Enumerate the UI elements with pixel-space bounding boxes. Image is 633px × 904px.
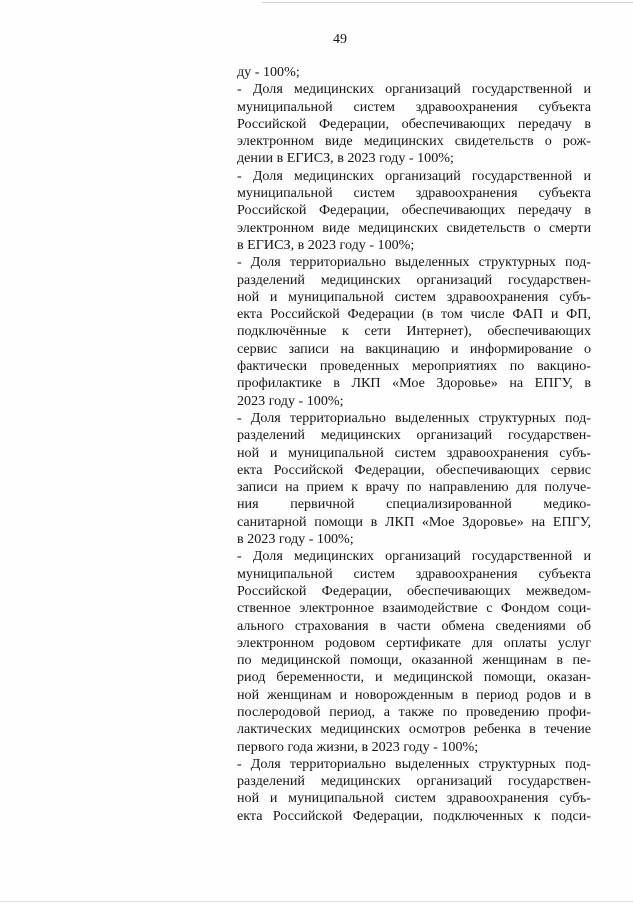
text-line: ной и муниципальной систем здравоохранения субъ- — [237, 790, 591, 807]
text-line: первого года жизни, в 2023 году - 100%; — [237, 738, 479, 755]
paragraph — [237, 756, 591, 825]
text-line: лактических медицинских осмотров ребенка в течение — [237, 721, 591, 738]
paragraph — [237, 254, 591, 410]
text-line: - Доля территориально выделенных структурных под- — [237, 409, 591, 426]
text-line: ной и муниципальной систем здравоохранения субъ- — [237, 288, 591, 305]
text-line: - Доля территориально выделенных структурных под- — [237, 755, 591, 772]
scan-edge-bottom — [0, 901, 633, 902]
text-line: сервис записи на вакцинацию и информирование о — [237, 340, 591, 357]
text-line: муниципальной систем здравоохранения субъекта — [237, 565, 591, 582]
text-line: разделений медицинских организаций государствен- — [237, 271, 591, 288]
text-line: электронном родовом сертификате для оплаты услуг — [237, 634, 591, 651]
text-line: - Доля медицинских организаций государственной и — [237, 167, 591, 184]
text-line: муниципальной систем здравоохранения субъекта — [237, 98, 591, 115]
text-line: разделений медицинских организаций государствен- — [237, 773, 591, 790]
text-line: ной женщинам и новорожденным в период родов и в — [237, 686, 591, 703]
paragraph — [237, 548, 591, 756]
text-line: екта Российской Федерации, обеспечивающих сервис — [237, 461, 591, 478]
text-line: подключённые к сети Интернет), обеспечивающих — [237, 323, 591, 340]
text-line: - Доля территориально выделенных структурных под- — [237, 254, 591, 271]
text-line: записи на прием к врачу по направлению для получе- — [237, 479, 591, 496]
text-line: по медицинской помощи, оказанной женщинам в пе- — [237, 652, 591, 669]
text-line: ной и муниципальной систем здравоохранения субъ- — [237, 444, 591, 461]
paragraph — [237, 64, 591, 81]
paragraph — [237, 168, 591, 254]
text-line: екта Российской Федерации (в том числе ФАП и ФП, — [237, 306, 591, 323]
text-line: 2023 году - 100%; — [237, 392, 344, 409]
page-number: 49 — [333, 32, 347, 47]
text-line: Российской Федерации, обеспечивающих передачу в — [237, 202, 591, 219]
text-line: ду - 100%; — [237, 64, 300, 80]
text-line: в 2023 году - 100%; — [237, 531, 354, 548]
text-line: профилактике в ЛКП «Мое Здоровье» на ЕПГУ, в — [237, 375, 591, 392]
text-line: - Доля медицинских организаций государственной и — [237, 548, 591, 565]
text-line: фактически проведенных мероприятиях по вакцино- — [237, 358, 591, 375]
text-line: ния первичной специализированной медико- — [237, 496, 591, 513]
text-line: екта Российской Федерации, подключенных к подси- — [237, 807, 591, 824]
text-line: санитарной помощи в ЛКП «Мое Здоровье» на ЕПГУ, — [237, 513, 591, 530]
paragraph — [237, 81, 591, 167]
scan-edge-top — [262, 2, 633, 3]
text-line: электронном виде медицинских свидетельств о рож- — [237, 133, 591, 150]
text-line: дении в ЕГИСЗ, в 2023 году - 100%; — [237, 150, 454, 167]
text-line: риод беременности, и медицинской помощи, оказан- — [237, 669, 591, 686]
text-line: ального страхования в части обмена сведениями об — [237, 617, 591, 634]
text-line: послеродовой период, а также по проведению профи- — [237, 703, 591, 720]
paragraph — [237, 410, 591, 548]
text-line: Российской Федерации, обеспечивающих передачу в — [237, 115, 591, 132]
text-line: электронном виде медицинских свидетельств о смерти — [237, 219, 591, 236]
text-line: - Доля медицинских организаций государственной и — [237, 81, 591, 98]
text-line: Российской Федерации, обеспечивающих межведом- — [237, 582, 591, 599]
text-line: разделений медицинских организаций государствен- — [237, 427, 591, 444]
text-line: ственное электронное взаимодействие с Фондом соци- — [237, 600, 591, 617]
text-line: муниципальной систем здравоохранения субъекта — [237, 185, 591, 202]
document-body — [237, 64, 591, 825]
text-line: в ЕГИСЗ, в 2023 году - 100%; — [237, 236, 415, 253]
